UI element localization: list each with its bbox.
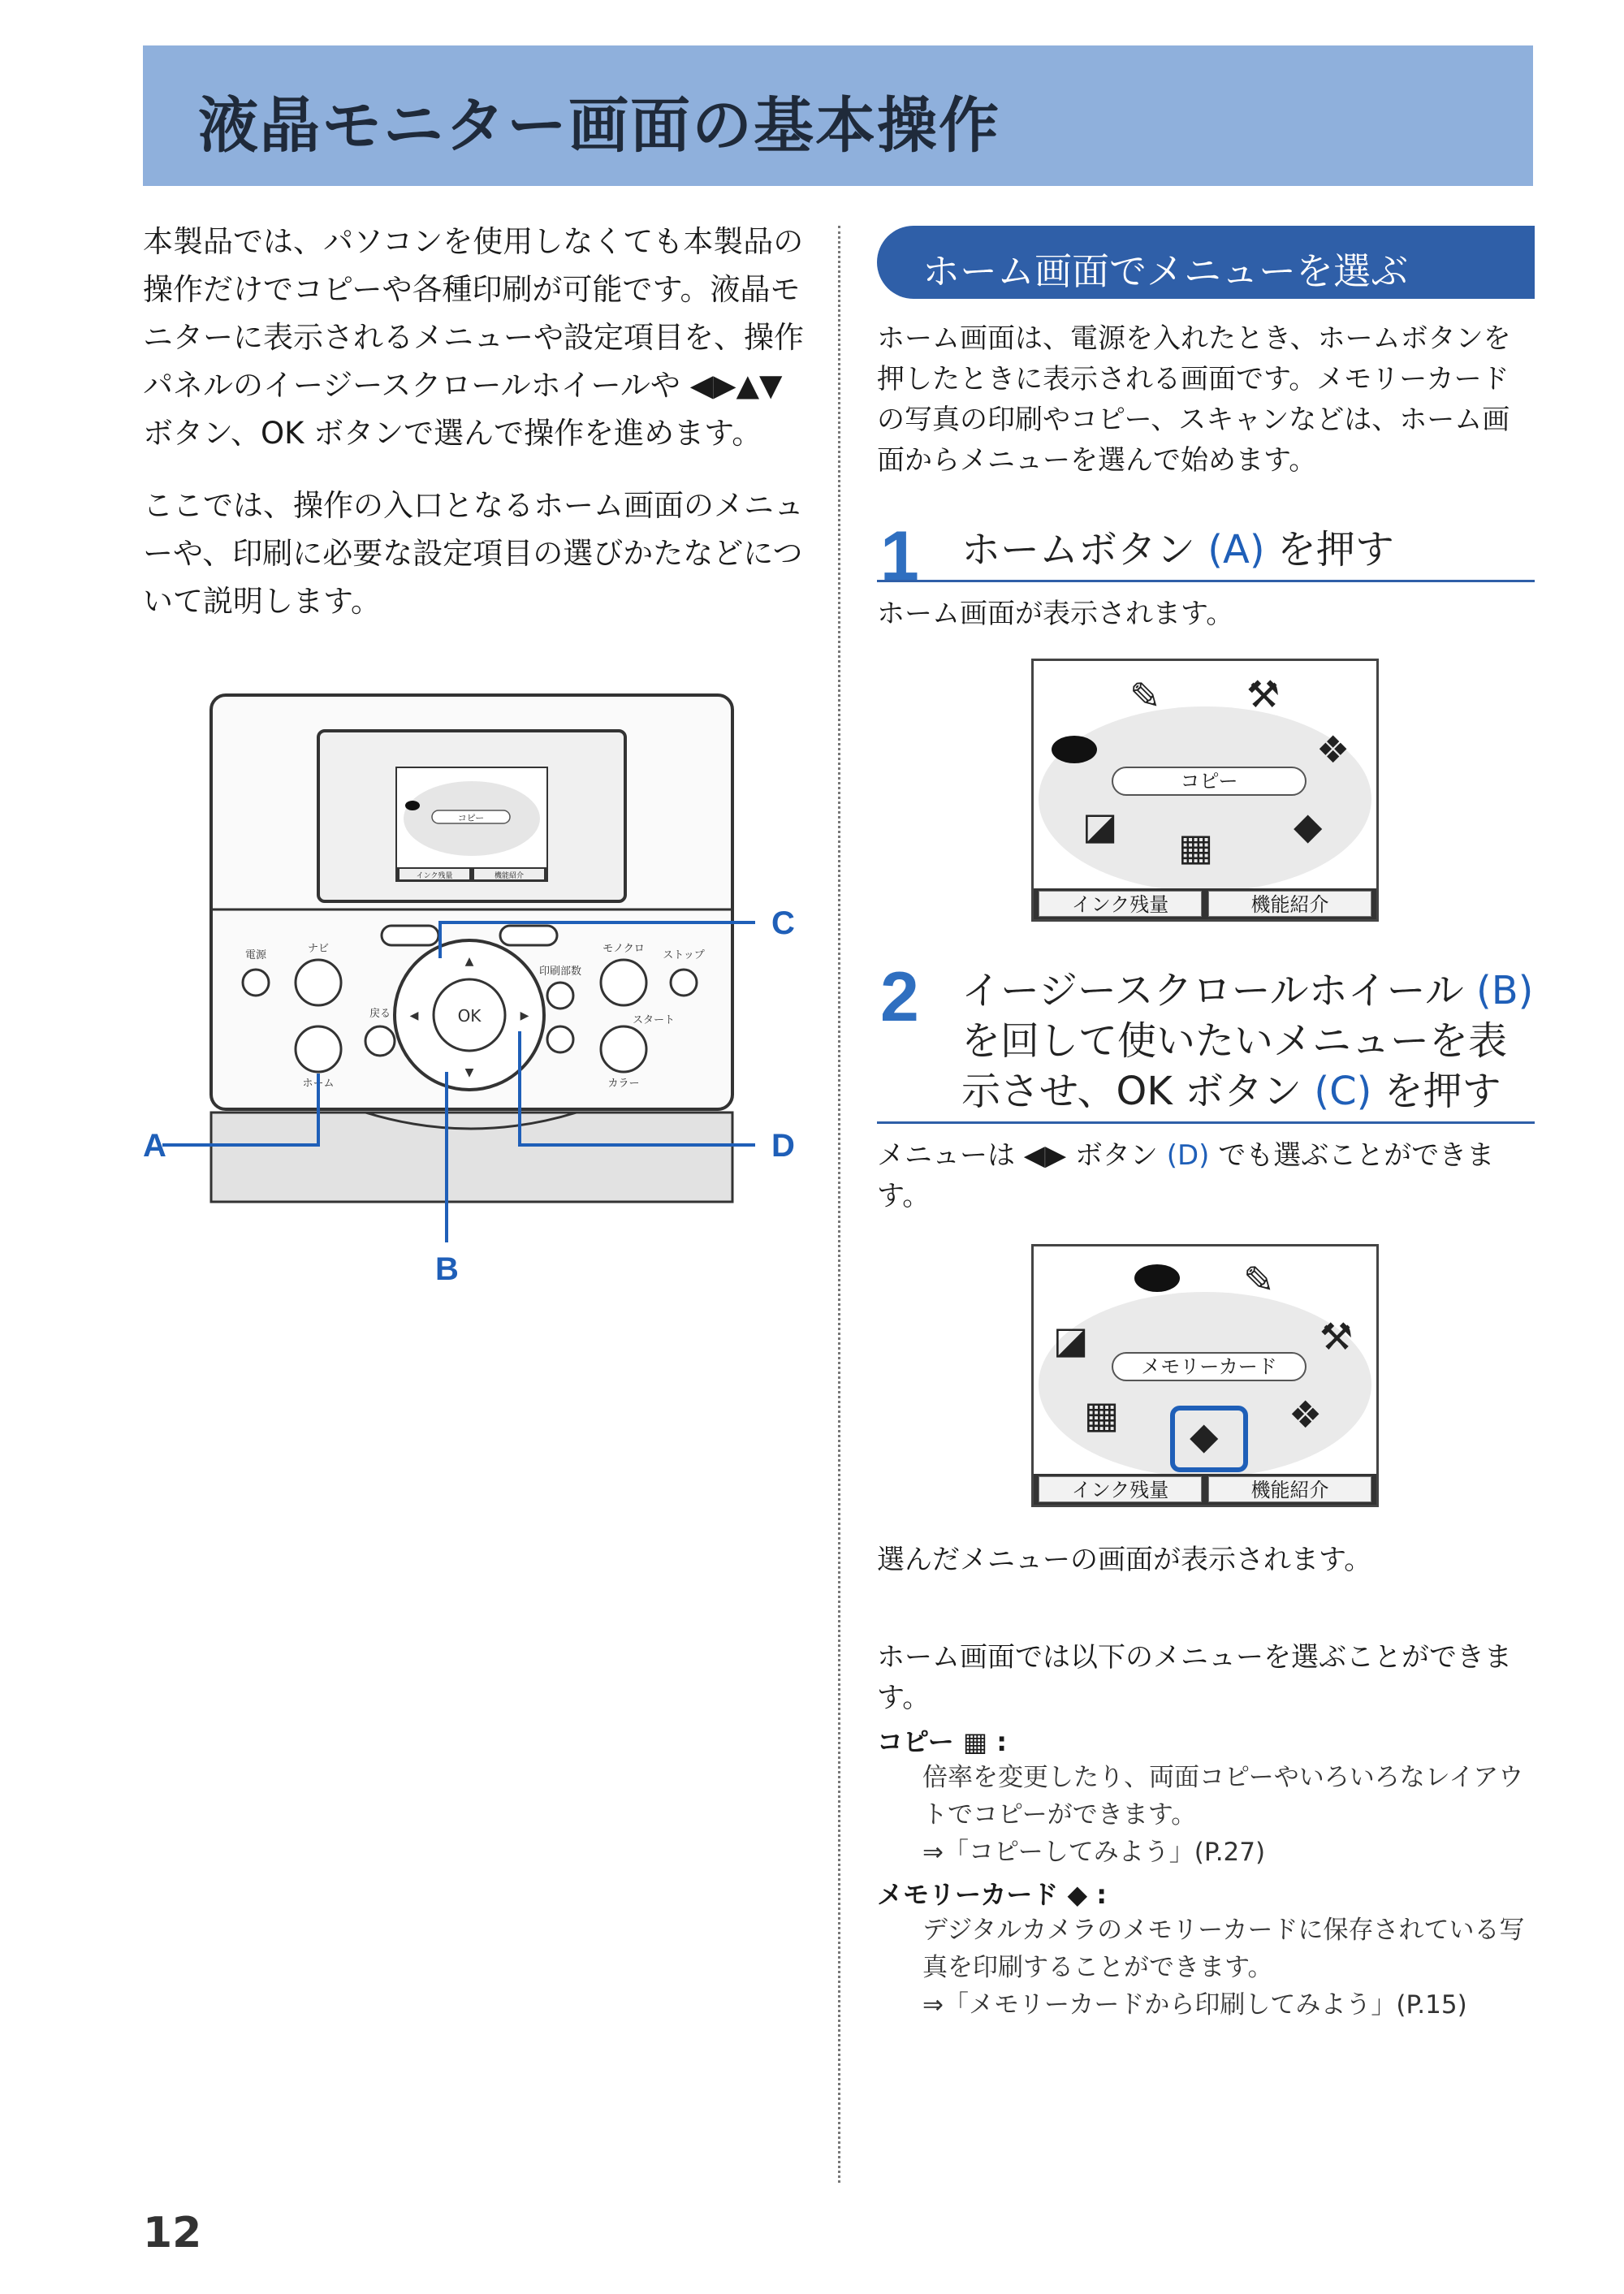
menu-ref-memory-card[interactable]: ⇒「メモリーカードから印刷してみよう」(P.15)	[922, 1990, 1467, 2020]
svg-text:▶: ▶	[520, 1009, 529, 1022]
step-1-head-a: ホームボタン	[961, 527, 1196, 572]
menu-desc-memory-card: デジタルカメラのメモリーカードに保存されている写真を印刷することができます。	[922, 1916, 1525, 1982]
memory-card-icon: ◆	[1190, 1414, 1219, 1458]
home-screen-copy	[1031, 659, 1379, 922]
step-1-head-b: を押す	[1276, 527, 1394, 572]
page-number: 12	[143, 2209, 202, 2257]
minus-button	[547, 1026, 573, 1052]
function-button-left	[382, 926, 438, 945]
tools-icon: ⚒	[1246, 672, 1281, 716]
callout-c: C	[771, 905, 795, 941]
right-column	[877, 226, 1535, 2024]
column-divider	[838, 226, 840, 2183]
intro-paragraph-2: ここでは、操作の入口となるホーム画面のメニューや、印刷に必要な設定項目の選びかたなどについて説明します。	[143, 488, 804, 619]
navi-label: ナビ	[307, 943, 330, 955]
copy-icon: ▦	[1178, 825, 1214, 869]
mini-screen-label: コピー	[457, 813, 485, 823]
feature-guide-button[interactable]: 機能紹介	[1208, 891, 1371, 917]
section-heading: ホーム画面でメニューを選ぶ	[877, 226, 1535, 299]
feature-guide-button[interactable]: 機能紹介	[1208, 1476, 1371, 1502]
step-1-result: ホーム画面が表示されます。	[877, 598, 1234, 630]
home-button	[296, 1026, 341, 1072]
callout-b: B	[435, 1251, 459, 1287]
photo-index-icon: ❖	[1289, 1393, 1323, 1436]
step-2-head-highlight-c: (C)	[1314, 1069, 1372, 1114]
ink-level-button[interactable]: インク残量	[1039, 1476, 1202, 1502]
step-2-head-c: を押す	[1384, 1069, 1501, 1114]
menu-term-memory-card: メモリーカード ◆ :	[877, 1879, 1108, 1910]
step-2-head-highlight-b: (B)	[1476, 968, 1534, 1013]
copies-label: 印刷部数	[538, 966, 582, 978]
step-2-head-b: を回して使いたいメニューを表示させ、OK ボタン	[961, 1018, 1508, 1114]
step-2-heading	[877, 958, 1535, 1124]
disc-icon	[1052, 736, 1097, 763]
svg-text:▲: ▲	[464, 955, 474, 968]
operation-panel-illustration	[138, 690, 820, 1291]
photo-print-icon: ✎	[1243, 1258, 1275, 1302]
intro-paragraph-1: 本製品では、パソコンを使用しなくても本製品の操作だけでコピーや各種印刷が可能です。液晶モニターに表示されるメニューや設定項目を、操作パネルのイージースクロールホイールや ◀▶▲▼ ボタン、OK ボタンで選んで操作を進めます。	[143, 224, 804, 451]
memory-card-icon: ◆	[1067, 1879, 1088, 1910]
navi-button	[296, 960, 341, 1005]
callout-a: A	[143, 1128, 166, 1164]
menu-intro: ホーム画面では以下のメニューを選ぶことができます。	[877, 1641, 1512, 1714]
step-1-head-highlight: (A)	[1207, 527, 1265, 572]
photo-index-icon: ❖	[1316, 728, 1350, 771]
step-2-note	[877, 1135, 1535, 1216]
power-label: 電源	[244, 949, 267, 961]
power-button	[243, 970, 269, 996]
memory-card-icon: ◆	[1294, 804, 1323, 848]
step-2-head-a: イージースクロールホイール	[961, 968, 1464, 1013]
step-2-note-b: でも選ぶことができます。	[877, 1139, 1495, 1212]
mini-screen-ink: インク残量	[416, 872, 453, 880]
color-label: カラー	[607, 1078, 640, 1090]
step-2-note-highlight: (D)	[1166, 1139, 1210, 1172]
disc-icon	[1134, 1264, 1180, 1292]
scan-icon: ◪	[1082, 804, 1118, 848]
step-1-number: 1	[880, 517, 919, 595]
step-2-result: 選んだメニューの画面が表示されます。	[877, 1544, 1372, 1576]
copy-icon: ▦	[962, 1726, 988, 1757]
menu-term-copy-label: コピー	[877, 1726, 954, 1757]
mini-screen-feature: 機能紹介	[494, 872, 525, 880]
section-text: ホーム画面は、電源を入れたとき、ホームボタンを押したときに表示される画面です。メモリーカードの写真の印刷やコピー、スキャンなどは、ホーム画面からメニューを選んで始めます。	[877, 322, 1511, 477]
mono-start-button	[601, 960, 646, 1005]
ink-level-button[interactable]: インク残量	[1039, 891, 1202, 917]
home-label: ホーム	[302, 1078, 335, 1090]
page-title: 液晶モニター画面の基本操作	[198, 91, 1000, 161]
screen-menu-label: コピー	[1112, 767, 1307, 796]
left-column	[143, 218, 809, 650]
back-label: 戻る	[369, 1008, 391, 1020]
start-label: スタート	[632, 1014, 676, 1026]
svg-text:◀: ◀	[409, 1009, 419, 1022]
menu-ref-copy[interactable]: ⇒「コピーしてみよう」(P.27)	[922, 1838, 1266, 1867]
stop-label: ストップ	[663, 949, 705, 961]
step-2-number: 2	[880, 958, 919, 1036]
callout-d: D	[771, 1128, 795, 1164]
copy-icon: ▦	[1084, 1393, 1120, 1436]
home-screen-memory-card	[1031, 1244, 1379, 1507]
photo-print-icon: ✎	[1129, 674, 1161, 718]
screen-menu-label: メモリーカード	[1112, 1352, 1307, 1381]
step-2-note-a: メニューは ◀▶ ボタン	[877, 1139, 1158, 1172]
panel-base	[211, 1112, 732, 1202]
menu-term-copy: コピー ▦ :	[877, 1726, 1008, 1757]
color-start-button	[601, 1026, 646, 1072]
back-button	[365, 1026, 395, 1056]
svg-text:▼: ▼	[464, 1066, 474, 1079]
function-button-right	[500, 926, 557, 945]
ok-label: OK	[457, 1006, 482, 1026]
mono-label: モノクロ	[603, 943, 645, 955]
title-bar	[143, 45, 1533, 186]
menu-desc-copy: 倍率を変更したり、両面コピーやいろいろなレイアウトでコピーができます。	[922, 1763, 1524, 1830]
menu-term-memory-card-label: メモリーカード	[877, 1879, 1059, 1910]
scan-icon: ◪	[1053, 1318, 1089, 1362]
tools-icon: ⚒	[1320, 1315, 1354, 1359]
stop-button	[671, 970, 697, 996]
step-1-heading	[877, 517, 1535, 595]
plus-button	[547, 983, 573, 1009]
